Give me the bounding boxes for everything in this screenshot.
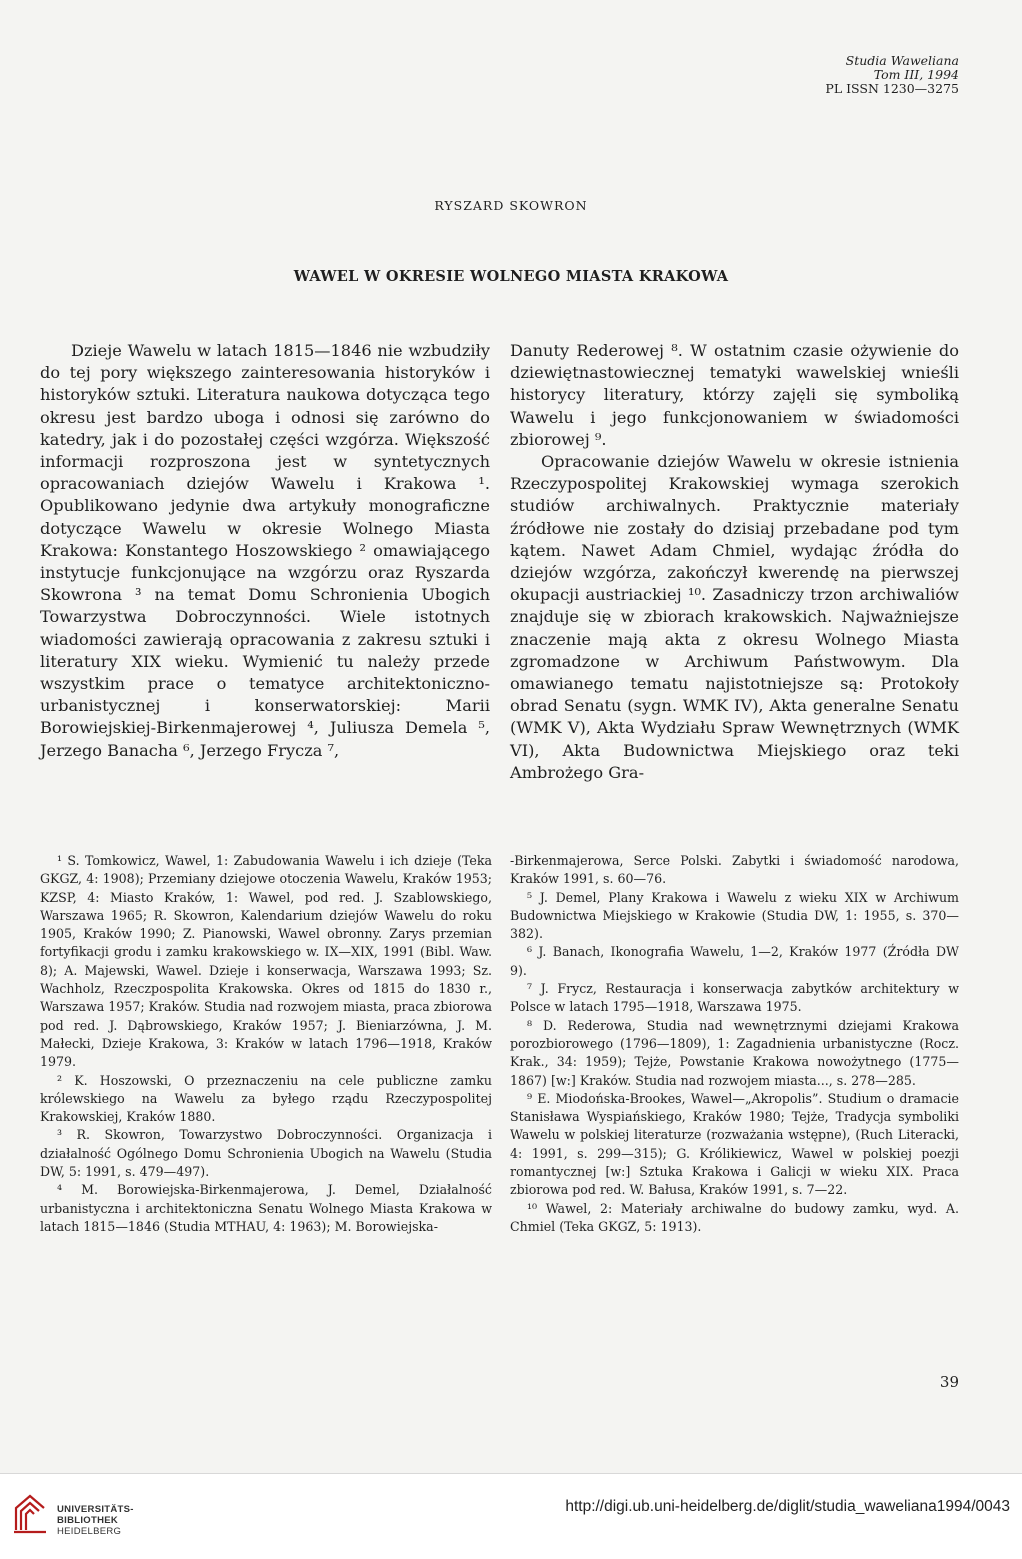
body-column-right (510, 340, 959, 784)
journal-title: Studia Waweliana (845, 53, 959, 68)
footnote-4: ⁴ M. Borowiejska-Birkenmajerowa, J. Demel, Działalność urbanistyczna i architektoniczna Senatu Wolnego Miasta Krakowa w latach 1815—1846 (Studia MTHAU, 4: 1963); M. Borowiejska- (40, 1182, 492, 1234)
footnote-1: ¹ S. Tomkowicz, Wawel, 1: Zabudowania Wawelu i ich dzieje (Teka GKGZ, 4: 1908); Przemiany dziejowe otoczenia Wawelu, Kraków 1953; KZSP, 4: Miasto Kraków, 1: Wawel, pod red. J. Szablowskiego, Warszawa 1965; R. Skowron, Kalendarium dziejów Wawelu do roku 1905, Kraków 1990; Z. Pianowski, Wawel obronny. Zarys przemian fortyfikacji grodu i zamku krakowskiego w. IX—XIX, 1991 (Bibl. Waw. 8); A. Majewski, Wawel. Dzieje i konserwacja, Warszawa 1993; Sz. Wachholz, Rzeczpospolita Krakowska. Okres od 1815 do 1830 r., Warszawa 1957; Kraków. Studia nad rozwojem miasta, praca zbiorowa pod red. J. Dąbrowskiego, Kraków 1957; J. Bieniarzówna, J. M. Małecki, Dzieje Krakowa, 3: Kraków w latach 1796—1918, Kraków 1979. (40, 853, 492, 1070)
article-title: WAWEL W OKRESIE WOLNEGO MIASTA KRAKOWA (293, 268, 729, 285)
footnote-3: ³ R. Skowron, Towarzystwo Dobroczynności. Organizacja i działalność Ogólnego Domu Schronienia Ubogich na Wawelu (Studia DW, 5: 1991, s. 479—497). (40, 1127, 492, 1180)
footnote-5: ⁵ J. Demel, Plany Krakowa i Wawelu z wieku XIX w Archiwum Budownictwa Miejskiego w Krakowie (Studia DW, 1: 1955, s. 370—382). (510, 889, 959, 942)
footnote-2: ² K. Hoszowski, O przeznaczeniu na cele publiczne zamku królewskiego na Wawelu za byłego rządu Rzeczypospolitej Krakowskiej, Kraków 1880. (40, 1072, 492, 1125)
footnote-9: ⁹ E. Miodońska-Brookes, Wawel—„Akropolis”. Studium o dramacie Stanisława Wyspiańskiego, Kraków 1980; Tejże, Tradycja symboliki Wawelu w polskiej literaturze (rozważania wstępne), (Ruch Literacki, 4: 1991, s. 299—315); G. Królikiewicz, Wawel w polskiej poezji romantycznej [w:] Sztuka Krakowa i Galicji w wieku XIX. Praca zbiorowa pod red. W. Bałusa, Kraków 1991, s. 7—22. (510, 1090, 959, 1198)
university-library-logo-icon (10, 1490, 50, 1536)
body-paragraph: Danuty Rederowej ⁸. W ostatnim czasie ożywienie do dziewiętnastowiecznej tematyki wawelskiej wnieśli historycy literatury, którzy zajęli się symboliką Wawelu i jego funkcjonowaniem w świadomości zbiorowej ⁹. (510, 341, 959, 449)
journal-issn: PL ISSN 1230—3275 (825, 81, 959, 96)
journal-volume: Tom III, 1994 (873, 67, 959, 82)
footnotes-column-right (510, 852, 959, 1236)
footnote-10: ¹⁰ Wawel, 2: Materiały archiwalne do budowy zamku, wyd. A. Chmiel (Teka GKGZ, 5: 1913). (510, 1200, 959, 1234)
library-footer (0, 1473, 1022, 1559)
journal-info (825, 54, 959, 96)
footnote-4-continued: -Birkenmajerowa, Serce Polski. Zabytki i świadomość narodowa, Kraków 1991, s. 60—76. (510, 853, 959, 887)
source-url-link[interactable]: http://digi.ub.uni-heidelberg.de/diglit/studia_waweliana1994/0043 (565, 1498, 1010, 1515)
article-author: RYSZARD SKOWRON (434, 198, 588, 213)
body-paragraph: Opracowanie dziejów Wawelu w okresie istnienia Rzeczypospolitej Krakowskiej wymaga szerokich studiów archiwalnych. Praktycznie materiały źródłowe nie zostały do dzisiaj przebadane pod tym kątem. Nawet Adam Chmiel, wydając źródła do dziejów wzgórza, zakończył kwerendę na pierwszej okupacji austriackiej ¹⁰. Zasadniczy trzon archiwaliów znajduje się w zbiorach krakowskich. Najważniejsze znaczenie mają akta z okresu Wolnego Miasta zgromadzone w Archiwum Państwowym. Dla omawianego tematu najistotniejsze są: Protokoły obrad Senatu (sygn. WMK IV), Akta generalne Senatu (WMK V), Akta Wydziału Spraw Wewnętrznych (WMK VI), Akta Budownictwa Miejskiego oraz teki Ambrożego Gra- (510, 452, 959, 782)
page-number: 39 (939, 1373, 959, 1391)
footnotes-column-left (40, 852, 492, 1236)
library-name: UNIVERSITÄTS- BIBLIOTHEK HEIDELBERG (57, 1504, 134, 1537)
footnote-8: ⁸ D. Rederowa, Studia nad wewnętrznymi dziejami Krakowa porozbiorowego (1796—1809), 1: Zagadnienia urbanistyczne (Rocz. Krak., 34: 1959); Tejże, Powstanie Krakowa nowożytnego (1775—1867) [w:] Kraków. Studia nad rozwojem miasta..., s. 278—285. (510, 1017, 959, 1088)
body-column-left (40, 340, 490, 762)
footnote-7: ⁷ J. Frycz, Restauracja i konserwacja zabytków architektury w Polsce w latach 1795—1918, Warszawa 1975. (510, 981, 959, 1015)
footnote-separator (40, 832, 959, 833)
footnote-6: ⁶ J. Banach, Ikonografia Wawelu, 1—2, Kraków 1977 (Źródła DW 9). (510, 944, 959, 978)
body-paragraph: Dzieje Wawelu w latach 1815—1846 nie wzbudziły do tej pory większego zainteresowania historyków i historyków sztuki. Literatura naukowa dotycząca tego okresu jest bardzo uboga i odnosi się zarówno do katedry, jak i do pozostałej części wzgórza. Większość informacji rozproszona jest w syntetycznych opracowaniach dziejów Wawelu i Krakowa ¹. Opublikowano jedynie dwa artykuły monograficzne dotyczące Wawelu w okresie Wolnego Miasta Krakowa: Konstantego Hoszowskiego ² omawiającego instytucje funkcjonujące na wzgórzu oraz Ryszarda Skowrona ³ na temat Domu Schronienia Ubogich Towarzystwa Dobroczynności. Wiele istotnych wiadomości zawierają opracowania z zakresu sztuki i literatury XIX wieku. Wymienić tu należy przede wszystkim prace o tematyce architektoniczno-urbanistycznej i konserwatorskiej: Marii Borowiejskiej-Birkenmajerowej ⁴, Juliusza Demela ⁵, Jerzego Banacha ⁶, Jerzego Frycza ⁷, (40, 341, 490, 760)
